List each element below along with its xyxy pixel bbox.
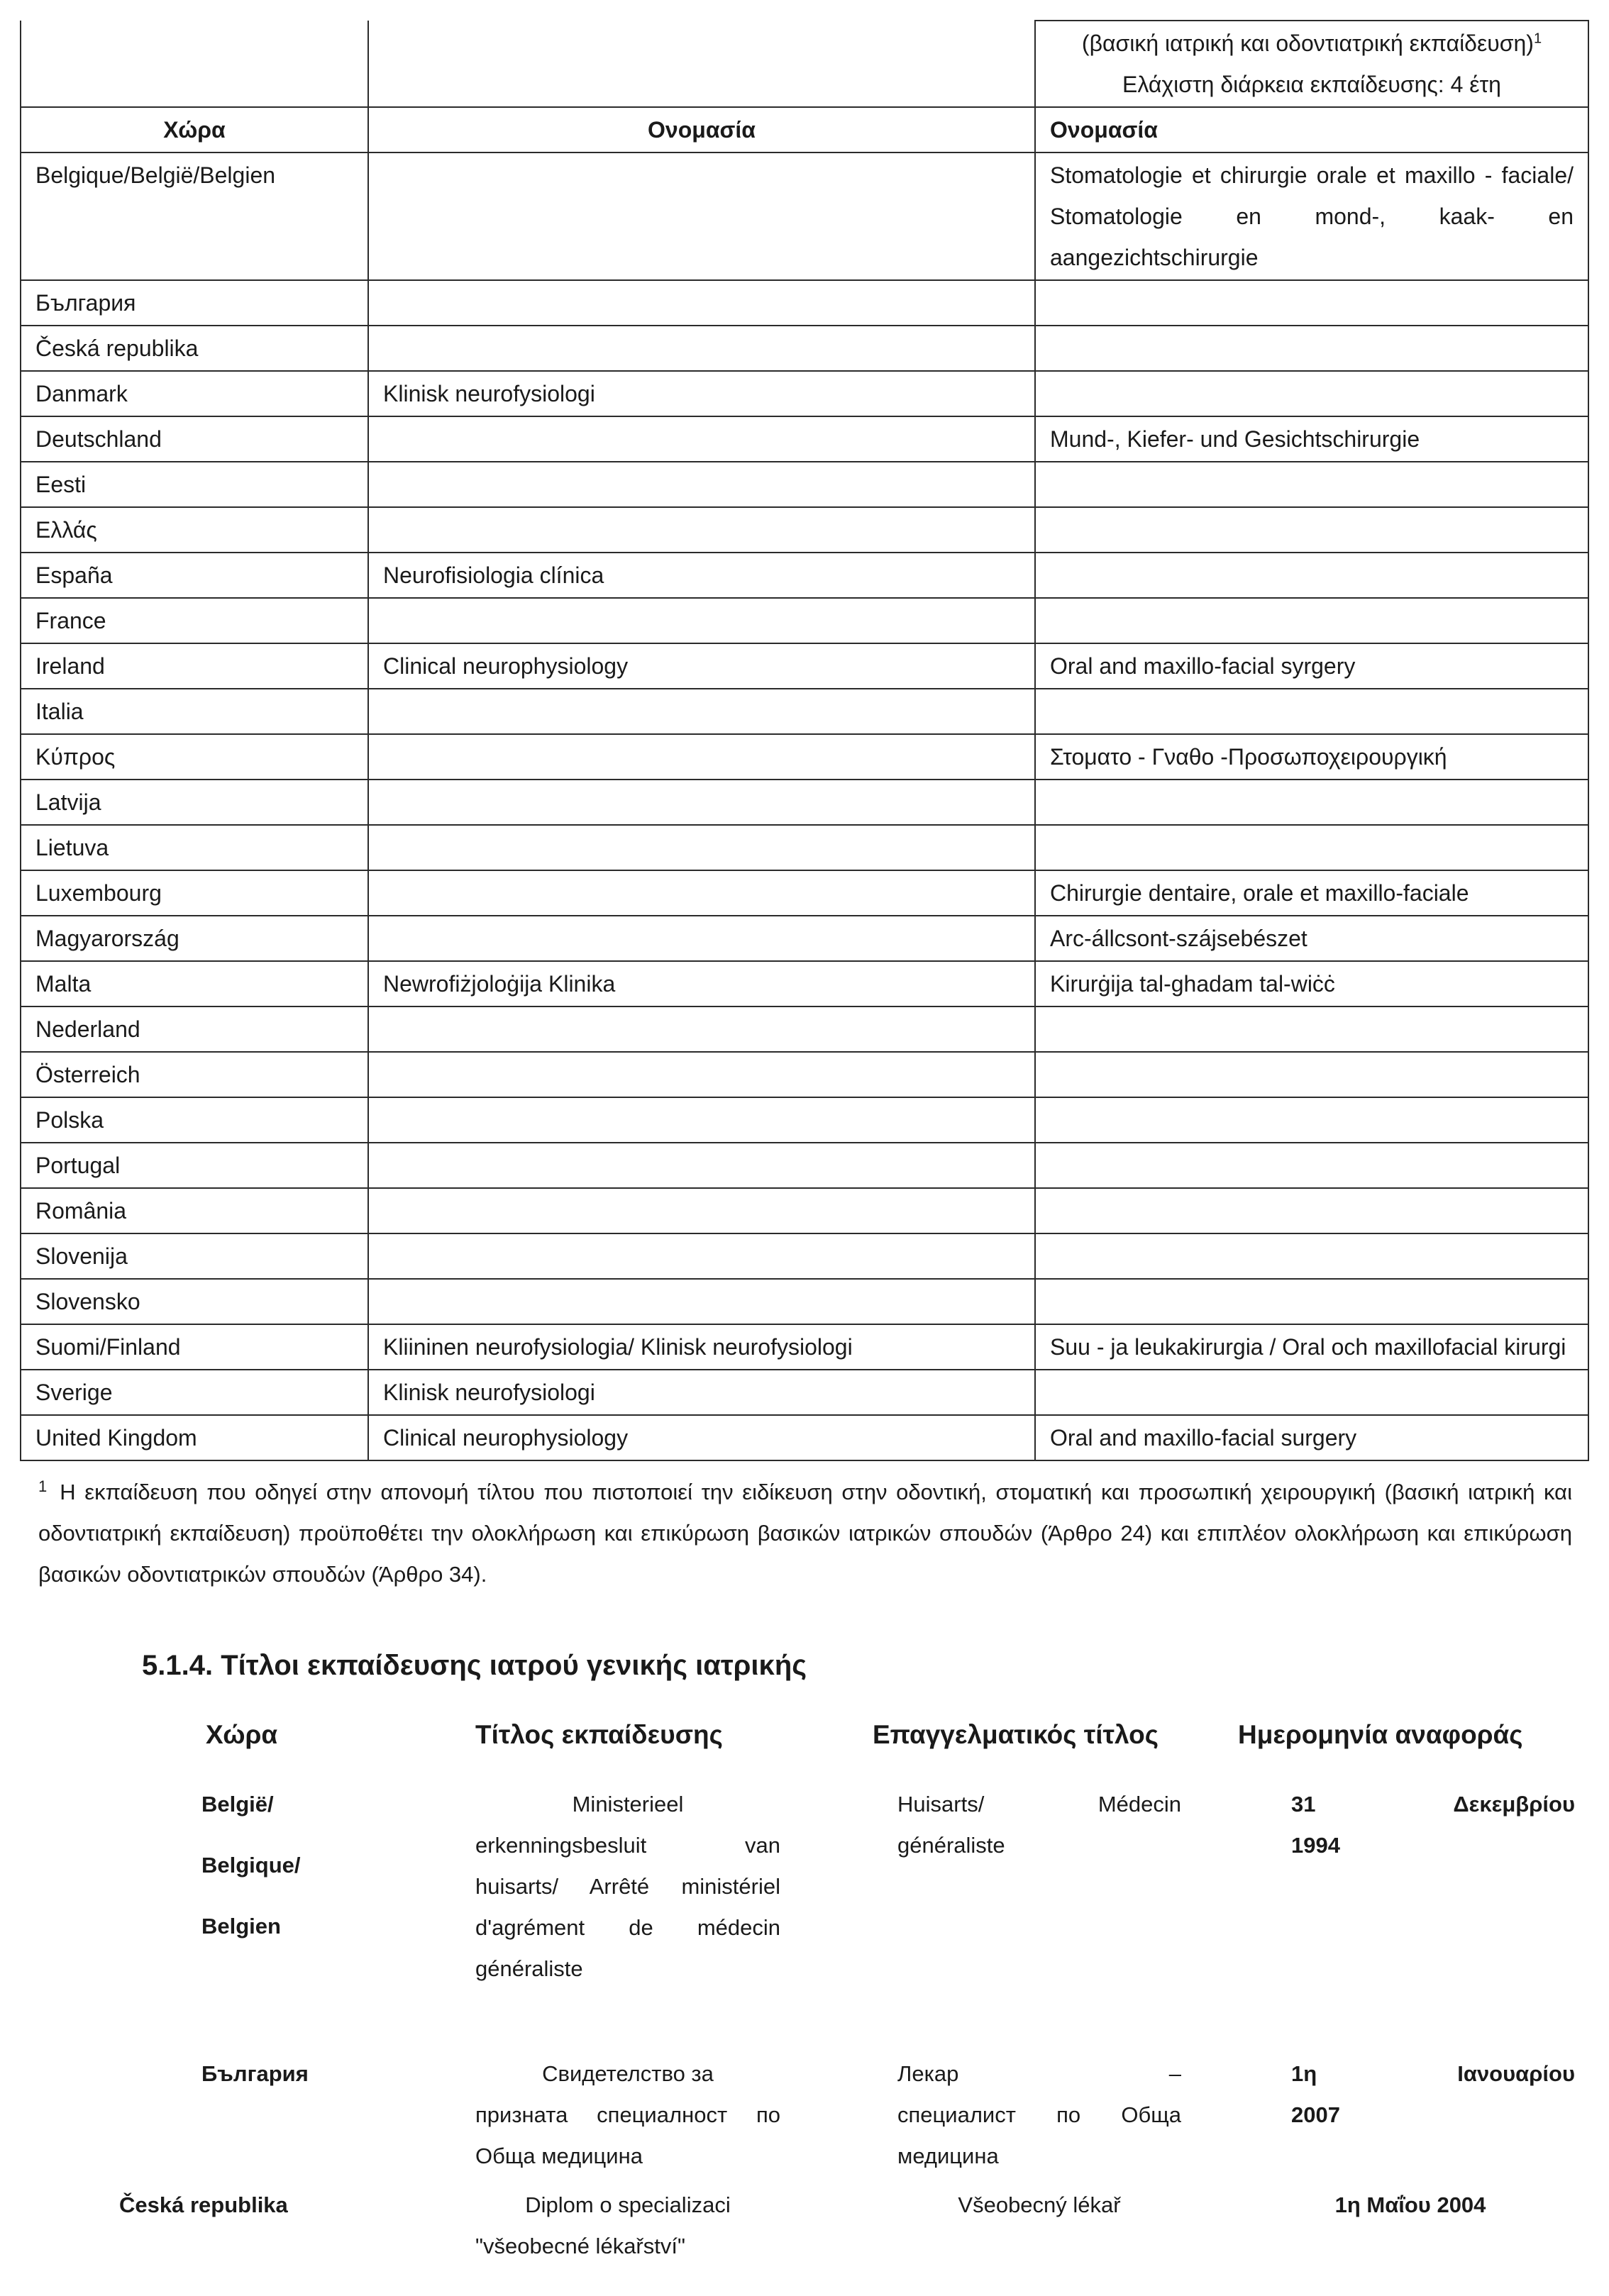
row-country: Portugal bbox=[21, 1143, 368, 1188]
row-oral-surgery bbox=[1035, 825, 1588, 870]
footnote-ref: 1 bbox=[1533, 30, 1542, 47]
gp-professional-title-line: медицина bbox=[897, 2144, 999, 2168]
row-oral-surgery: Arc-állcsont-szájsebészet bbox=[1035, 916, 1588, 961]
row-oral-surgery: Oral and maxillo-facial syrgery bbox=[1035, 643, 1588, 689]
gp-professional-title bbox=[897, 2053, 1181, 2177]
row-oral-surgery bbox=[1035, 1188, 1588, 1233]
gp-reference-date-line: 31 Δεκεμβρίου bbox=[1291, 1792, 1575, 1817]
row-neurophysiology bbox=[368, 152, 1035, 280]
row-neurophysiology bbox=[368, 326, 1035, 371]
gp-diploma-line: "všeobecné lékařství" bbox=[475, 2234, 685, 2258]
gp-header-reference-date: Ημερομηνία αναφοράς bbox=[1238, 1720, 1523, 1749]
header-min-duration: Ελάχιστη διάρκεια εκπαίδευσης: 4 έτη bbox=[1122, 72, 1501, 97]
row-country: Danmark bbox=[21, 371, 368, 416]
row-oral-surgery bbox=[1035, 689, 1588, 734]
table-row bbox=[21, 1324, 1588, 1370]
row-country: Ελλάς bbox=[21, 507, 368, 553]
header-top-oral-surgery bbox=[1035, 21, 1588, 107]
row-oral-surgery: Mund-, Kiefer- und Gesichtschirurgie bbox=[1035, 416, 1588, 462]
row-country: Magyarország bbox=[21, 916, 368, 961]
row-neurophysiology: Clinical neurophysiology bbox=[368, 643, 1035, 689]
row-oral-surgery: Suu - ja leukakirurgia / Oral och maxillofacial kirurgi bbox=[1035, 1324, 1588, 1370]
row-oral-surgery bbox=[1035, 462, 1588, 507]
row-oral-surgery bbox=[1035, 1233, 1588, 1279]
table-row bbox=[21, 825, 1588, 870]
row-neurophysiology bbox=[368, 507, 1035, 553]
table-row bbox=[21, 507, 1588, 553]
row-country: Luxembourg bbox=[21, 870, 368, 916]
footnote-mark: 1 bbox=[38, 1477, 48, 1495]
row-neurophysiology bbox=[368, 280, 1035, 326]
row-country: Eesti bbox=[21, 462, 368, 507]
row-neurophysiology bbox=[368, 598, 1035, 643]
row-neurophysiology: Clinical neurophysiology bbox=[368, 1415, 1035, 1460]
row-oral-surgery bbox=[1035, 780, 1588, 825]
table-row bbox=[21, 961, 1588, 1006]
row-neurophysiology bbox=[368, 1233, 1035, 1279]
row-country: Latvija bbox=[21, 780, 368, 825]
gp-professional-title-line: специалист по Обща bbox=[897, 2102, 1181, 2127]
table-row bbox=[21, 734, 1588, 780]
gp-header-professional-title: Επαγγελματικός τίτλος bbox=[873, 1720, 1159, 1749]
header-name-neuro: Ονομασία bbox=[368, 107, 1035, 152]
header-top-blank-2 bbox=[368, 21, 1035, 107]
table-row bbox=[21, 1188, 1588, 1233]
row-country: Malta bbox=[21, 961, 368, 1006]
row-neurophysiology: Kliininen neurofysiologia/ Klinisk neurofysiologi bbox=[368, 1324, 1035, 1370]
row-country: România bbox=[21, 1188, 368, 1233]
row-neurophysiology: Klinisk neurofysiologi bbox=[368, 1370, 1035, 1415]
table-row bbox=[21, 598, 1588, 643]
table-row bbox=[21, 1233, 1588, 1279]
row-oral-surgery bbox=[1035, 553, 1588, 598]
row-country: България bbox=[21, 280, 368, 326]
table-row bbox=[21, 416, 1588, 462]
header-name-oral: Ονομασία bbox=[1035, 107, 1588, 152]
header-country: Χώρα bbox=[21, 107, 368, 152]
row-oral-surgery: Stomatologie et chirurgie orale et maxillo - faciale/ Stomatologie en mond-, kaak- en aangezichtschirurgie bbox=[1035, 152, 1588, 280]
row-neurophysiology bbox=[368, 870, 1035, 916]
row-country: Polska bbox=[21, 1097, 368, 1143]
footnote-text: Η εκπαίδευση που οδηγεί στην απονομή τίλτου που πιστοποιεί την ειδίκευση στην οδοντική, στοματική και προσωπική χειρουργική (βασική ιατρική και οδοντιατρική εκπαίδευση) προϋποθέτει την ολοκλήρωση και επικύρωση βασικών ιατρικών σπουδών (Άρθρο 24) και επιπλέον ολοκλήρωση και επικύρωση βασικών οδοντιατρικών σπουδών (Άρθρο 34). bbox=[38, 1480, 1572, 1587]
row-country: Lietuva bbox=[21, 825, 368, 870]
row-country: Slovenija bbox=[21, 1233, 368, 1279]
row-neurophysiology bbox=[368, 1006, 1035, 1052]
table-row bbox=[21, 1052, 1588, 1097]
row-neurophysiology bbox=[368, 462, 1035, 507]
table-row bbox=[21, 326, 1588, 371]
row-neurophysiology bbox=[368, 416, 1035, 462]
row-country: Sverige bbox=[21, 1370, 368, 1415]
row-oral-surgery bbox=[1035, 598, 1588, 643]
gp-diploma-line: d'agrément de médecin bbox=[475, 1915, 780, 1940]
table-row bbox=[21, 462, 1588, 507]
gp-country-line: България bbox=[201, 2061, 309, 2086]
gp-country bbox=[119, 2185, 332, 2226]
row-country: Nederland bbox=[21, 1006, 368, 1052]
table-row bbox=[21, 152, 1588, 280]
footnote bbox=[38, 1472, 1572, 1595]
row-country: Österreich bbox=[21, 1052, 368, 1097]
gp-diploma-line: huisarts/ Arrêté ministériel bbox=[475, 1874, 780, 1899]
header-top-blank-1 bbox=[21, 21, 368, 107]
row-neurophysiology bbox=[368, 1097, 1035, 1143]
row-neurophysiology: Newrofiżjoloġija Klinika bbox=[368, 961, 1035, 1006]
gp-diploma-line: erkenningsbesluit van bbox=[475, 1833, 780, 1858]
gp-diploma-line: généraliste bbox=[475, 1956, 583, 1981]
gp-header-diploma: Τίτλος εκπαίδευσης bbox=[475, 1720, 723, 1749]
gp-reference-date bbox=[1291, 1784, 1575, 1866]
row-neurophysiology bbox=[368, 689, 1035, 734]
gp-reference-date-line: 1994 bbox=[1291, 1833, 1340, 1858]
row-oral-surgery bbox=[1035, 371, 1588, 416]
gp-diploma bbox=[475, 2185, 780, 2267]
row-oral-surgery bbox=[1035, 1052, 1588, 1097]
row-country: Κύπρος bbox=[21, 734, 368, 780]
row-oral-surgery bbox=[1035, 1143, 1588, 1188]
row-country: Deutschland bbox=[21, 416, 368, 462]
row-oral-surgery: Chirurgie dentaire, orale et maxillo-faciale bbox=[1035, 870, 1588, 916]
row-country: Suomi/Finland bbox=[21, 1324, 368, 1370]
table-row bbox=[21, 1415, 1588, 1460]
table-header-top bbox=[21, 21, 1588, 107]
row-oral-surgery bbox=[1035, 1279, 1588, 1324]
gp-country-line: Belgique/ bbox=[201, 1853, 301, 1878]
gp-diploma-line: Ministerieel bbox=[572, 1792, 684, 1817]
gp-professional-title bbox=[897, 1784, 1181, 1866]
row-oral-surgery bbox=[1035, 1006, 1588, 1052]
row-oral-surgery: Kirurġija tal-ghadam tal-wiċċ bbox=[1035, 961, 1588, 1006]
gp-header-country: Χώρα bbox=[206, 1720, 278, 1749]
gp-diploma-line: призната специалност по bbox=[475, 2102, 780, 2127]
row-oral-surgery bbox=[1035, 280, 1588, 326]
table-row bbox=[21, 916, 1588, 961]
gp-diploma-line: Diplom o specializaci bbox=[525, 2192, 731, 2217]
gp-country bbox=[201, 1784, 414, 1947]
row-country: Česká republika bbox=[21, 326, 368, 371]
row-country: France bbox=[21, 598, 368, 643]
gp-diploma bbox=[475, 1784, 780, 1990]
gp-professional-title-line: Všeobecný lékař bbox=[958, 2192, 1121, 2217]
table-row bbox=[21, 643, 1588, 689]
row-country: Belgique/België/Belgien bbox=[21, 152, 368, 280]
gp-reference-date bbox=[1297, 2185, 1524, 2226]
table-row bbox=[21, 870, 1588, 916]
table-row bbox=[21, 371, 1588, 416]
row-oral-surgery bbox=[1035, 507, 1588, 553]
row-neurophysiology bbox=[368, 780, 1035, 825]
row-country: Slovensko bbox=[21, 1279, 368, 1324]
table-row bbox=[21, 1370, 1588, 1415]
gp-country-line: Belgien bbox=[201, 1914, 281, 1939]
row-oral-surgery bbox=[1035, 1097, 1588, 1143]
table-row bbox=[21, 1143, 1588, 1188]
table-row bbox=[21, 689, 1588, 734]
row-oral-surgery bbox=[1035, 1370, 1588, 1415]
row-oral-surgery: Στοματο - Γναθο -Προσωποχειρουργική bbox=[1035, 734, 1588, 780]
row-neurophysiology bbox=[368, 1188, 1035, 1233]
gp-country-line: België/ bbox=[201, 1792, 274, 1817]
row-neurophysiology bbox=[368, 734, 1035, 780]
row-neurophysiology bbox=[368, 825, 1035, 870]
row-neurophysiology bbox=[368, 1143, 1035, 1188]
header-training-type: (βασική ιατρική και οδοντιατρική εκπαίδευση) bbox=[1081, 30, 1534, 56]
table-row bbox=[21, 1097, 1588, 1143]
gp-country-line: Česká republika bbox=[119, 2192, 288, 2217]
table-header bbox=[21, 107, 1588, 152]
table-row bbox=[21, 280, 1588, 326]
row-country: Italia bbox=[21, 689, 368, 734]
gp-diploma bbox=[475, 2053, 780, 2177]
gp-diploma-line: Обща медицина bbox=[475, 2144, 643, 2168]
table-row bbox=[21, 1279, 1588, 1324]
row-country: España bbox=[21, 553, 368, 598]
gp-reference-date bbox=[1291, 2053, 1575, 2136]
row-oral-surgery bbox=[1035, 326, 1588, 371]
gp-reference-date-line: 1η Ιανουαρίου bbox=[1291, 2061, 1575, 2086]
gp-professional-title-line: Huisarts/ Médecin bbox=[897, 1792, 1181, 1817]
gp-professional-title-line: Лекар – bbox=[897, 2061, 1181, 2086]
row-neurophysiology bbox=[368, 916, 1035, 961]
row-country: Ireland bbox=[21, 643, 368, 689]
row-neurophysiology bbox=[368, 1052, 1035, 1097]
gp-reference-date-line: 2007 bbox=[1291, 2102, 1340, 2127]
table-row bbox=[21, 1006, 1588, 1052]
row-neurophysiology: Neurofisiologia clínica bbox=[368, 553, 1035, 598]
row-neurophysiology bbox=[368, 1279, 1035, 1324]
gp-diploma-line: Свидетелство за bbox=[542, 2061, 714, 2086]
row-neurophysiology: Klinisk neurofysiologi bbox=[368, 371, 1035, 416]
section-heading: 5.1.4. Τίτλοι εκπαίδευσης ιατρού γενικής ιατρικής bbox=[142, 1650, 807, 1681]
gp-professional-title bbox=[897, 2185, 1181, 2226]
gp-country bbox=[201, 2053, 414, 2095]
gp-professional-title-line: généraliste bbox=[897, 1833, 1005, 1858]
table-row bbox=[21, 553, 1588, 598]
table-row bbox=[21, 780, 1588, 825]
row-country: United Kingdom bbox=[21, 1415, 368, 1460]
table-body bbox=[21, 152, 1588, 1460]
specialty-table bbox=[20, 20, 1589, 1461]
row-oral-surgery: Oral and maxillo-facial surgery bbox=[1035, 1415, 1588, 1460]
gp-reference-date-line: 1η Μαΐου 2004 bbox=[1334, 2192, 1486, 2217]
